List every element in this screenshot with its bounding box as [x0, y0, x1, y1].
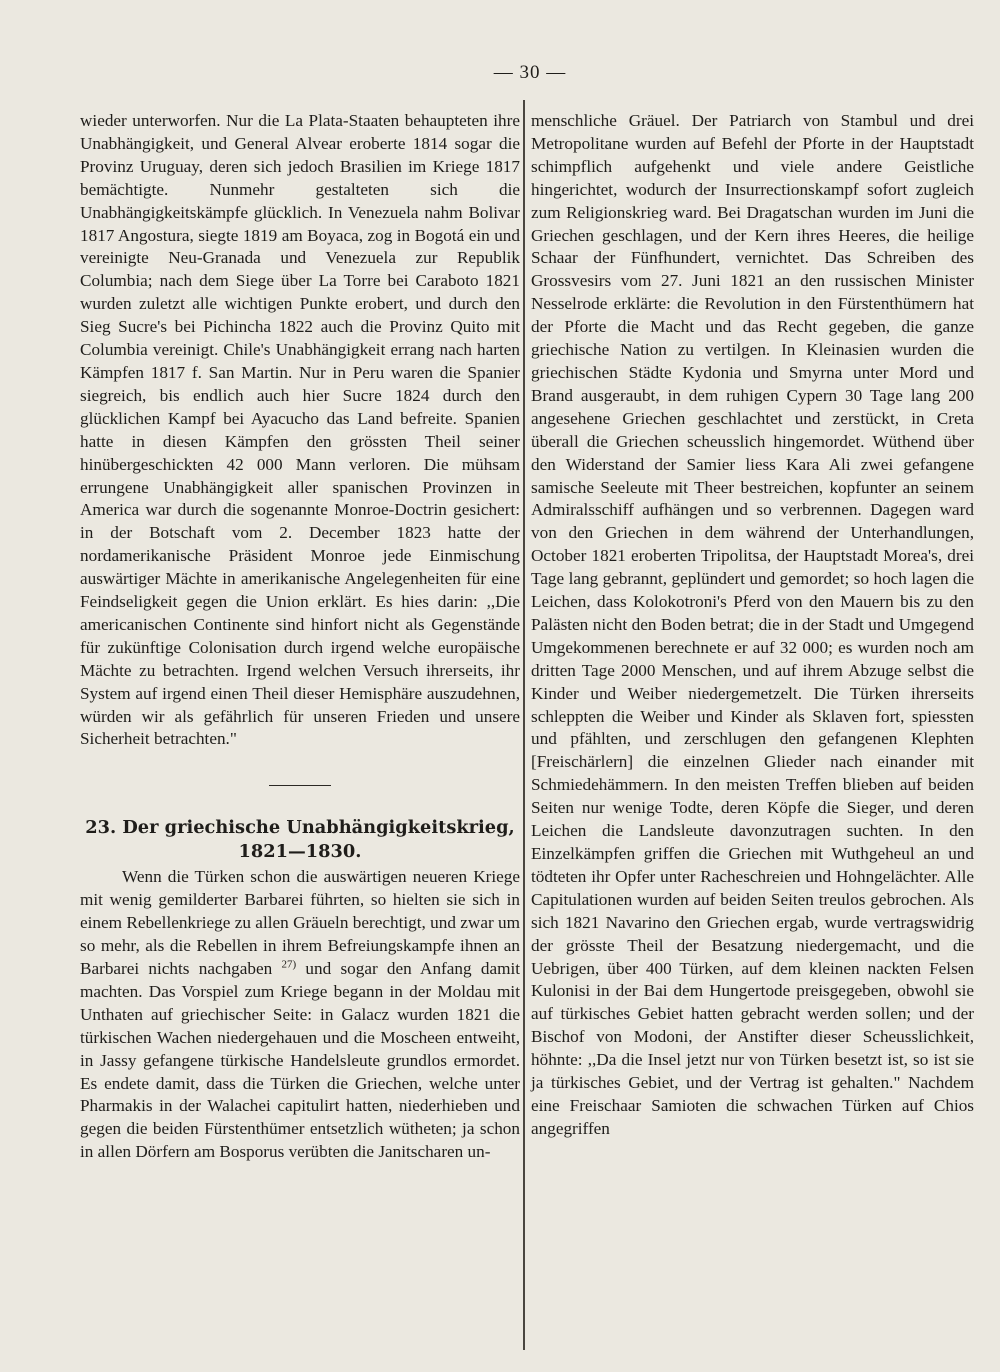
paragraph-text-part-1: Wenn die Türken schon die auswärtigen neueren Kriege mit wenig gemilderter Barbarei führten, so hielten sie sich in einem Rebellenkriege zu allen Gräueln berechtigt, und zwar um so mehr, als die Rebellen in ihrem Befreiungskampfe ihnen an Barbarei nichts nachgaben — [80, 867, 520, 978]
paragraph-text-part-2: und sogar den Anfang damit machten. Das Vorspiel zum Kriege begann in der Moldau mit Unthaten auf griechischer Seite: in Galacz wurden 1821 die türkischen Wachen niedergehauen und die Moscheen entweiht, in Jassy gefangene türkische Handelsleute grundlos ermordet. Es endete damit, dass die Türken die Griechen, welche unter Pharmakis in der Walachei capitulirt hatten, niederhieben und gegen die beiden Fürstenthümer entsetzlich wütheten; ja schon in allen Dörfern am Bosporus verübten die Janitscharen un- — [80, 959, 520, 1162]
paragraph-atrocities: menschliche Gräuel. Der Patriarch von Stambul und drei Metropolitane wurden auf Befehl der Pforte in der Hauptstadt schimpflich aufgehenkt und viele andere Geistliche hingerichtet, wodurch der Insurrectionskampf sofort zugleich zum Religionskrieg ward. Bei Dragatschan wurden im Juni die Griechen geschlagen, und der Kern ihres Heeres, die heilige Schaar der Fünfhundert, vernichtet. Das Schreiben des Grossvesirs vom 27. Juni 1821 an den russischen Minister Nesselrode erklärte: die Revolution in den Fürstenthümern hat der Pforte die Macht und das Recht gegeben, die ganze griechische Nation zu vertilgen. In Kleinasien wurden die griechischen Städte Kydonia und Smyrna unter Mord und Brand ausgeraubt, in dem ruhigen Cypern 30 Tage lang 200 angesehene Griechen geschlachtet und zerstückt, in Creta überall die Griechen scheusslich hingemordet. Wüthend über den Widerstand der Samier liess Kara Ali zwei gefangene samische Seeleute mit Theer bestreichen, kopfunter an seinem Admiralsschiff aufhängen und so verbrennen. Dagegen ward von den Griechen in dem während der Unterhandlungen, October 1821 eroberten Tripolitsa, der Hauptstadt Morea's, drei Tage lang gebrannt, geplündert und gemordet; so hoch lagen die Leichen, dass Kolokotroni's Pferd von den Mauern bis zu den Palästen nicht den Boden betrat; die in der Stadt und Umgegend Umgekommenen berechnete er auf 32 000; es wurden noch am dritten Tage 2000 Menschen, und auf ihrem Abzuge selbst die Kinder und Weiber niedergemetzelt. Die Türken ihrerseits schleppten die Weiber und Kinder als Sklaven fort, spiessten und pfählten, und zerschlugen den gefangenen Klephten [Freischärlern] die einzelnen Glieder nach einander mit Schmiedehämmern. In den meisten Treffen blieben auf beiden Seiten nur wenige Todte, deren Köpfe die Sieger, und deren Leichen die Landsleute davonzutragen suchten. In den Einzelkämpfen griffen die Griechen mit Wuthgeheul an und tödteten ihr Opfer unter Racheschreien und Hohngelächter. Alle Capitulationen wurden auf beiden Seiten treulos gebrochen. Als sich 1821 Navarino den Griechen ergab, wurde vertragswidrig der grösste Theil der Besatzung niedergemacht, und die Uebrigen, über 400 Türken, auf dem kleinen nackten Felsen Kulonisi in der Bai dem Hungertode preisgegeben, obwohl sie auf türkisches Gebiet hatten gebracht werden sollen; und der Bischof von Modoni, der Anstifter dieser Scheusslichkeit, höhnte: ,,Da die Insel jetzt nur von Türken besetzt ist, so ist sie ja türkisches Gebiet, und der Vertrag ist gehalten." Nachdem eine Freischaar Samioten die schwachen Türken auf Chios angegriffen — [531, 111, 974, 1138]
page-number: — 30 — — [493, 62, 567, 83]
column-divider — [523, 100, 525, 1350]
paragraph-greek-war-intro — [80, 866, 520, 1164]
left-column — [80, 110, 520, 1164]
paragraph-latin-america: wieder unterworfen. Nur die La Plata-Staaten behaupteten ihre Unabhängigkeit, und General Alvear eroberte 1814 sogar die Provinz Uruguay, deren sich jedoch Brasilien im Kriege 1817 bemächtigte. Nunmehr gestalteten sich die Unabhängigkeitskämpfe glücklich. In Venezuela nahm Bolivar 1817 Angostura, siegte 1819 am Boyaca, zog in Bogotá ein und vereinigte Neu-Granada und Venezuela zur Republik Columbia; nach dem Siege über La Torre bei Caraboto 1821 wurden zuletzt alle wichtigen Punkte erobert, und durch den Sieg Sucre's bei Pichincha 1822 auch die Provinz Quito mit Columbia vereinigt. Chile's Unabhängigkeit errang nach harten Kämpfen 1817 f. San Martin. Nur in Peru waren die Spanier siegreich, bis endlich auch hier Sucre 1824 durch den glücklichen Kampf bei Ayacucho das Land befreite. Spanien hatte in diesen Kämpfen den grössten Theil seiner hinübergeschickten 42 000 Mann verloren. Die mühsam errungene Unabhängigkeit aller spanischen Provinzen in America war durch die sogenannte Monroe-Doctrin gesichert: in der Botschaft vom 2. December 1823 hatte der nordamerikanische Präsident Monroe jede Einmischung auswärtiger Mächte in amerikanische Angelegenheiten für eine Feindseligkeit gegen die Union erklärt. Es hies darin: ,,Die americanischen Continente sind hinfort nicht als Gegenstände für zukünftige Colonisation durch irgend welche europäische Mächte zu betrachten. Irgend welchen Versuch ihrerseits, ihr System auf irgend einen Theil dieser Hemisphäre auszudehnen, würden wir als gefährlich für unseren Frieden und unsere Sicherheit betrachten." — [80, 111, 520, 749]
section-separator-rule — [269, 785, 331, 786]
right-column — [531, 110, 974, 1141]
section-heading — [80, 816, 520, 864]
section-heading-dates: 1821—1830. — [238, 841, 362, 863]
footnote-marker: 27) — [281, 958, 297, 971]
section-heading-title: 23. Der griechische Unabhängigkeitskrieg, — [85, 817, 515, 839]
